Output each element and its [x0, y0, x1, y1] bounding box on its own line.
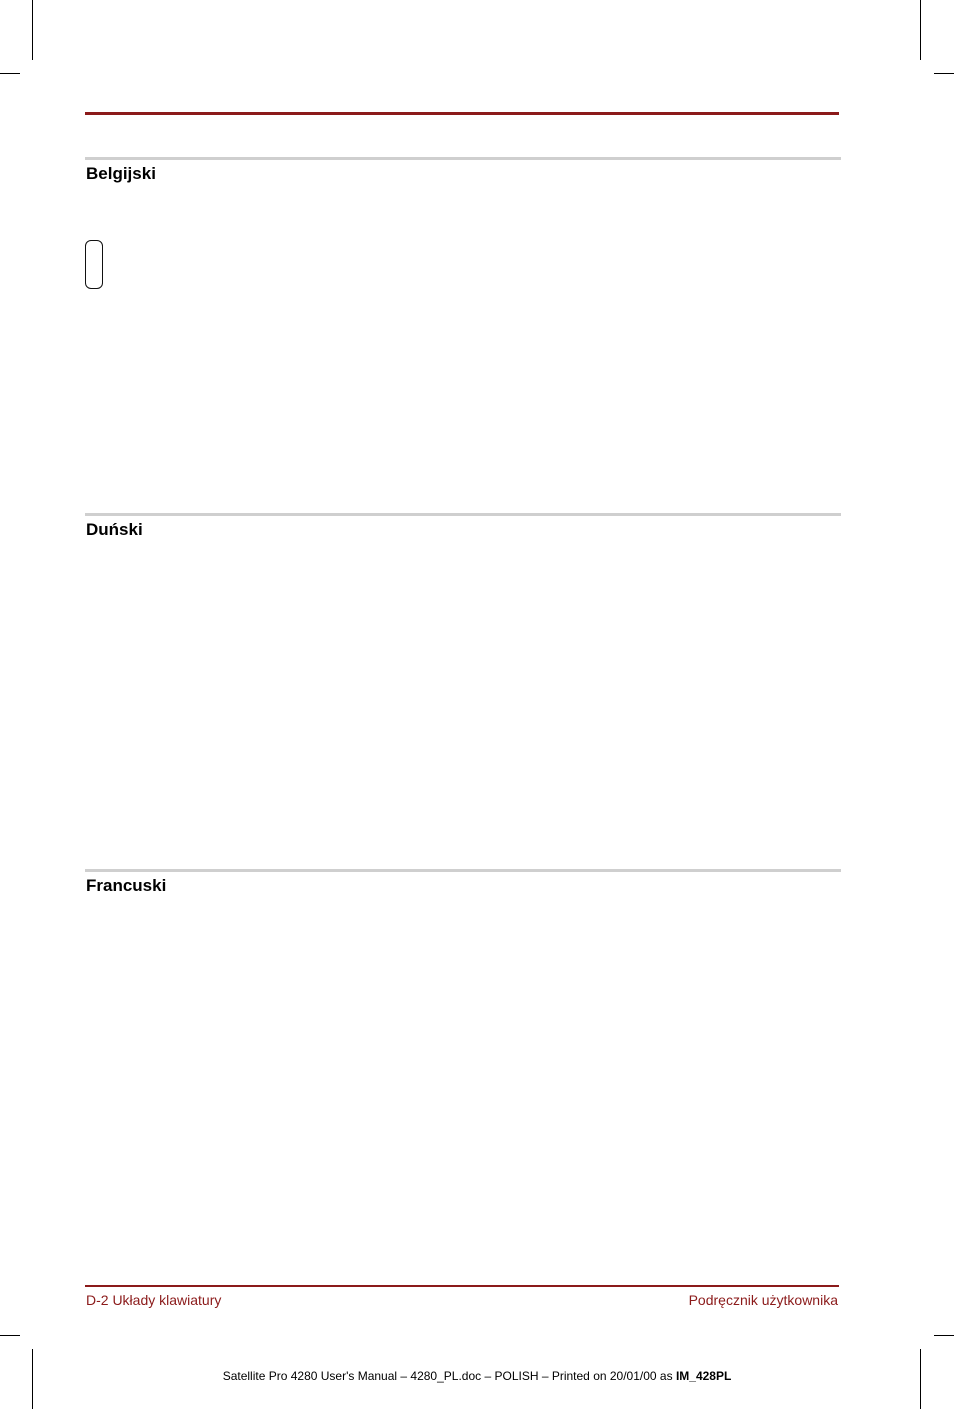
keyboard-belgian	[85, 200, 837, 495]
crop-mark	[934, 1335, 954, 1336]
footer-chapter: D-2 Układy klawiatury	[86, 1292, 222, 1308]
section-rule	[85, 513, 841, 516]
section-rule	[85, 869, 841, 872]
crop-mark	[920, 0, 921, 60]
print-info-code: IM_428PL	[675, 1369, 732, 1383]
section-title-danish: Duński	[86, 520, 143, 539]
section-rule	[85, 157, 841, 160]
footer-manual-title: Podręcznik użytkownika	[688, 1292, 838, 1308]
crop-mark	[934, 73, 954, 74]
footer-rule	[85, 1285, 839, 1287]
section-title-french: Francuski	[86, 876, 167, 895]
keyboard-french	[85, 912, 837, 1207]
crop-mark	[0, 1335, 20, 1336]
print-info-text: Satellite Pro 4280 User's Manual – 4280_PL.doc – POLISH – Printed on 20/01/00 as	[222, 1369, 676, 1383]
key-blank[interactable]	[85, 240, 103, 289]
section-title-belgian: Belgijski	[86, 164, 156, 183]
header-rule	[85, 112, 839, 115]
crop-mark	[32, 0, 33, 60]
keyboard-danish	[85, 556, 837, 851]
crop-mark	[0, 73, 20, 74]
print-info	[0, 1369, 954, 1383]
